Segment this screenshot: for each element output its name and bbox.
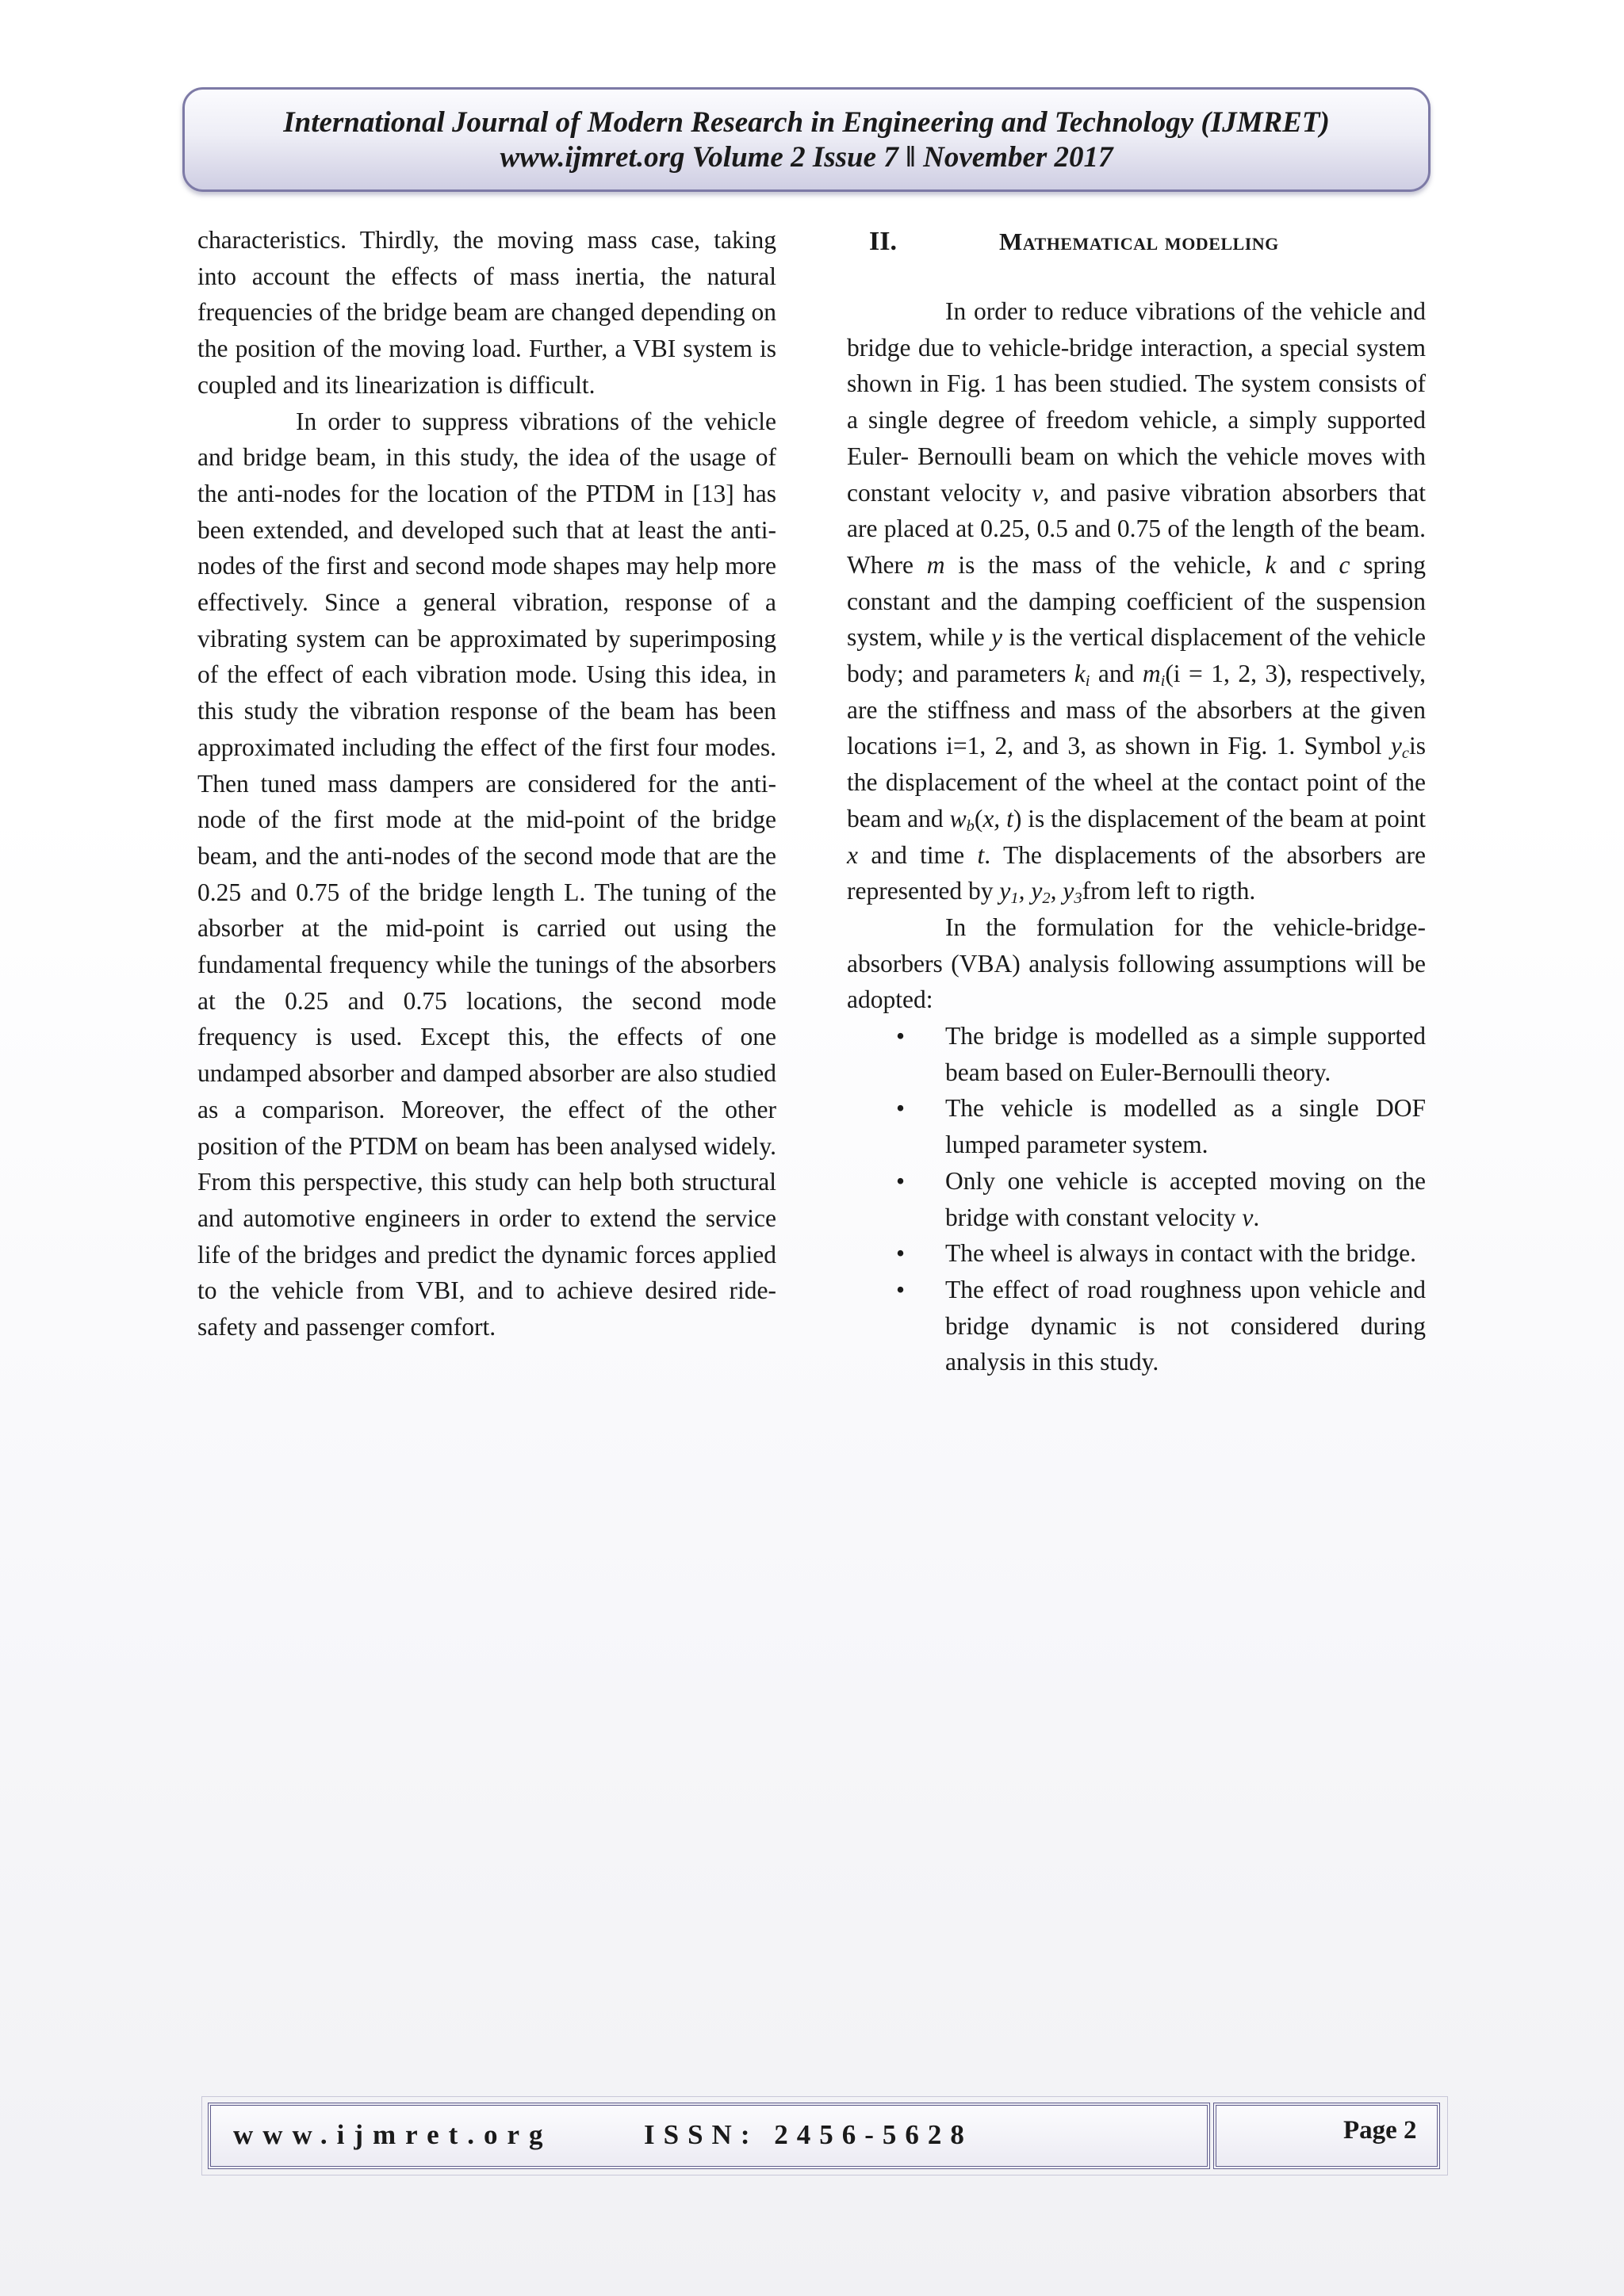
bullet-icon: • bbox=[896, 1166, 906, 1195]
page-number: Page 2 bbox=[1343, 2116, 1417, 2145]
intro-paragraph-continued: characteristics. Thirdly, the moving mass case, taking into account the effects of mass inertia, the natural frequencies of the bridge beam are changed depending on the position of the moving load. Further, a VBI system is coupled and its linearization is difficult. bbox=[197, 226, 776, 399]
journal-header bbox=[182, 87, 1431, 192]
bullet-icon: • bbox=[896, 1094, 906, 1123]
footer-issn: ISSN: 2456-5628 bbox=[644, 2119, 973, 2150]
section-title: Mathematical modelling bbox=[999, 228, 1279, 255]
footer-website: www.ijmret.org bbox=[233, 2119, 553, 2150]
list-item: • The vehicle is modelled as a single DOF lumped parameter system. bbox=[847, 1090, 1426, 1162]
assumptions-list bbox=[847, 1018, 1426, 1380]
journal-title: International Journal of Modern Research in Engineering and Technology (IJMRET) bbox=[283, 106, 1330, 139]
bullet-icon: • bbox=[896, 1022, 906, 1050]
bullet-icon: • bbox=[896, 1275, 906, 1303]
assumptions-intro-paragraph: In the formulation for the vehicle-bridge-absorbers (VBA) analysis following assumptions will be adopted: bbox=[847, 913, 1426, 1014]
section-number: II. bbox=[869, 227, 897, 256]
model-description-paragraph: In order to reduce vibrations of the vehicle and bridge due to vehicle-bridge interaction, a special system shown in Fig. 1 has been studied. The system consists of a single degree of freedom vehicle, a simply supported Euler- Bernoulli beam on which the vehicle moves with constant velocity v, and pasive vibration absorbers that are placed at 0.25, 0.5 and 0.75 of the length of the beam. Where m is the mass of the vehicle, k and c spring constant and the damping coefficient of the suspension system, while y is the vertical displacement of the vehicle body; and parameters $k_i$ and $m_i(i = 1$, 2, 3), respectively, are the stiffness and mass of the absorbers at the given locations i=1, 2, and 3, as shown in Fig. 1. Symbol $y_cis$ the displacement of the wheel at the contact point of the beam and $w_b(x$, t) is the displacement of the beam at point x and time t. The displacements of the absorbers are represented by $y_1$, $y_2$, $y_3from$ left to rigth. bbox=[847, 297, 1427, 908]
footer-left-box bbox=[208, 2103, 1210, 2169]
list-item: • The wheel is always in contact with the bridge. bbox=[847, 1235, 1426, 1272]
list-item: • Only one vehicle is accepted moving on the bridge with constant velocity v. bbox=[847, 1163, 1426, 1235]
list-item: • The effect of road roughness upon vehicle and bridge dynamic is not considered during analysis in this study. bbox=[847, 1272, 1426, 1380]
footer-right-box bbox=[1213, 2103, 1440, 2169]
right-column bbox=[847, 222, 1426, 1380]
journal-issue-line: www.ijmret.org Volume 2 Issue 7 ǁ November 2017 bbox=[500, 141, 1113, 174]
intro-paragraph-2: In order to suppress vibrations of the vehicle and bridge beam, in this study, the idea of the usage of the anti-nodes for the location of the PTDM in [13] has been extended, and developed such that at least the anti-nodes of the first and second mode shapes may help more effectively. Since a general vibration, response of a vibrating system can be approximated by superimposing of the effect of each vibration mode. Using this idea, in this study the vibration response of the beam has been approximated including the effect of the first four modes. Then tuned mass dampers are considered for the anti-node of the first mode at the mid-point of the bridge beam, and the anti-nodes of the second mode that are the 0.25 and 0.75 of the bridge length L. The tuning of the absorber at the mid-point is carried out using the fundamental frequency while the tunings of the absorbers at the 0.25 and 0.75 locations, the second mode frequency is used. Except this, the effects of one undamped absorber and damped absorber are also studied as a comparison. Moreover, the effect of the other position of the PTDM on beam has been analysed widely. From this perspective, this study can help both structural and automotive engineers in order to extend the service life of the bridges and predict the dynamic forces applied to the vehicle from VBI, and to achieve desired ride-safety and passenger comfort. bbox=[197, 407, 776, 1341]
left-column bbox=[197, 222, 776, 1345]
list-item: • The bridge is modelled as a simple supported beam based on Euler-Bernoulli theory. bbox=[847, 1018, 1426, 1090]
bullet-icon: • bbox=[896, 1239, 906, 1268]
section-heading bbox=[847, 224, 1426, 260]
